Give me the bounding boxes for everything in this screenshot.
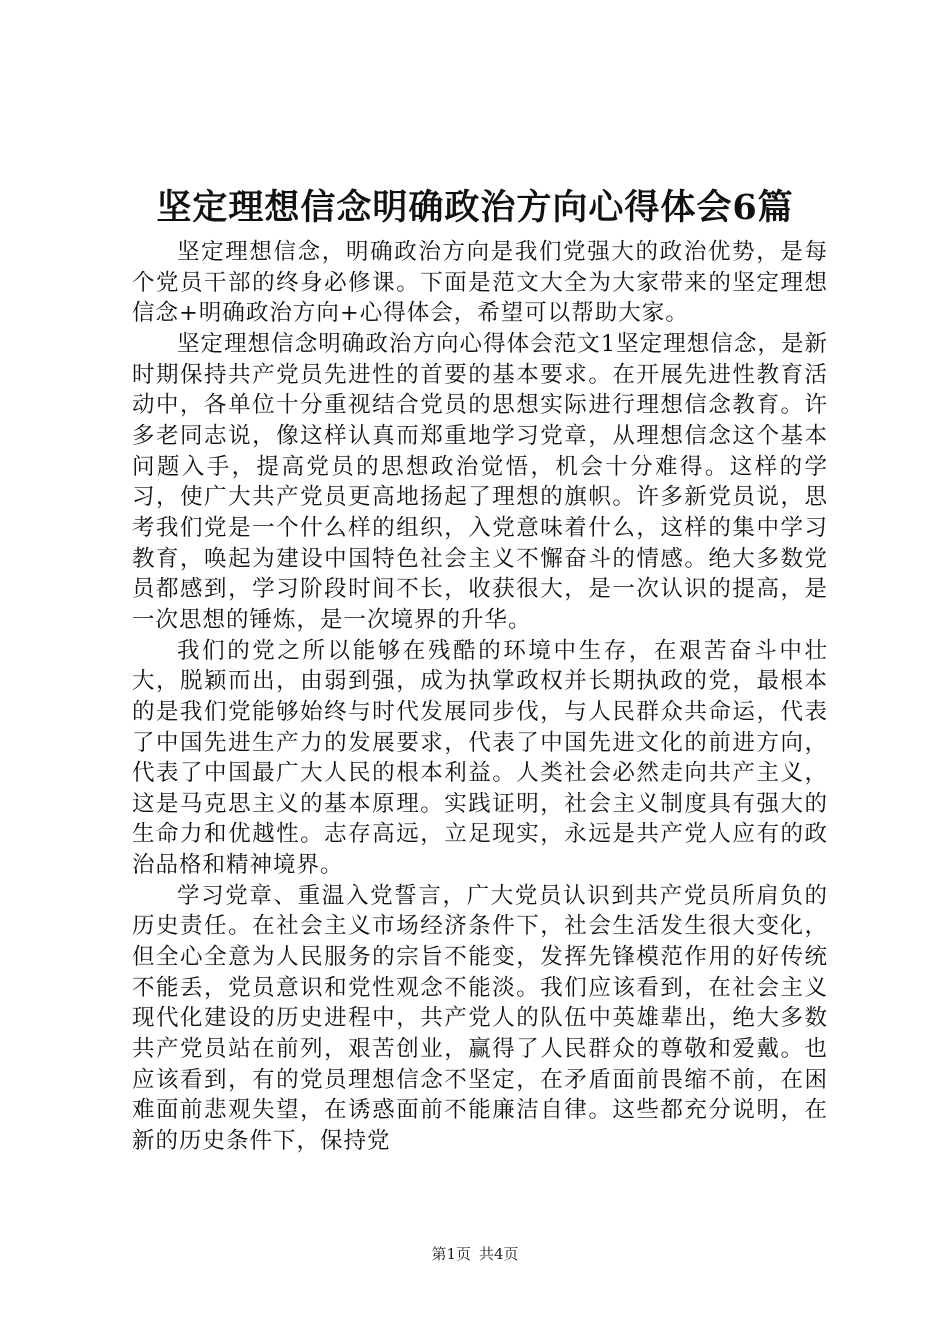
page-number: 第1页 <box>431 1245 471 1263</box>
paragraph-party-constitution: 学习党章、重温入党誓言，广大党员认识到共产党员所肩负的历史责任。在社会主义市场经济条件下，社会生活发生很大变化，但全心全意为人民服务的宗旨不能变，发挥先锋模范作用的好传统不能丢，党员意识和党性观念不能淡。我们应该看到，在社会主义现代化建设的历史进程中，共产党人的队伍中英雄辈出，绝大多数共产党员站在前列，艰苦创业，赢得了人民群众的尊敬和爱戴。也应该看到，有的党员理想信念不坚定，在矛盾面前畏缩不前，在困难面前悲观失望，在诱惑面前不能廉洁自律。这些都充分说明，在新的历史条件下，保持党 <box>132 882 828 1155</box>
document-body <box>132 237 828 1187</box>
paragraph-intro: 坚定理想信念，明确政治方向是我们党强大的政治优势，是每个党员干部的终身必修课。下面是范文大全为大家带来的坚定理想信念+明确政治方向+心得体会，希望可以帮助大家。 <box>132 239 828 327</box>
paragraph-sample-1: 坚定理想信念明确政治方向心得体会范文1坚定理想信念，是新时期保持共产党员先进性的首要的基本要求。在开展先进性教育活动中，各单位十分重视结合党员的思想实际进行理想信念教育。许多老同志说，像这样认真而郑重地学习党章，从理想信念这个基本问题入手，提高党员的思想政治觉悟，机会十分难得。这样的学习，使广大共产党员更高地扬起了理想的旗帜。许多新党员说，思考我们党是一个什么样的组织，入党意味着什么，这样的集中学习教育，唤起为建设中国特色社会主义不懈奋斗的情感。绝大多数党员都感到，学习阶段时间不长，收获很大，是一次认识的提高，是一次思想的锤炼，是一次境界的升华。 <box>132 330 828 633</box>
paragraph-party-history: 我们的党之所以能够在残酷的环境中生存，在艰苦奋斗中壮大，脱颖而出，由弱到强，成为执掌政权并长期执政的党，最根本的是我们党能够始终与时代发展同步伐，与人民群众共命运，代表了中国先进生产力的发展要求，代表了中国先进文化的前进方向，代表了中国最广大人民的根本利益。人类社会必然走向共产主义，这是马克思主义的基本原理。实践证明，社会主义制度具有强大的生命力和优越性。志存高远，立足现实，永远是共产党人应有的政治品格和精神境界。 <box>132 637 828 879</box>
document-title: 坚定理想信念明确政治方向心得体会6篇 <box>156 187 794 228</box>
page-footer <box>0 1244 950 1264</box>
page-total: 共4页 <box>479 1245 519 1263</box>
